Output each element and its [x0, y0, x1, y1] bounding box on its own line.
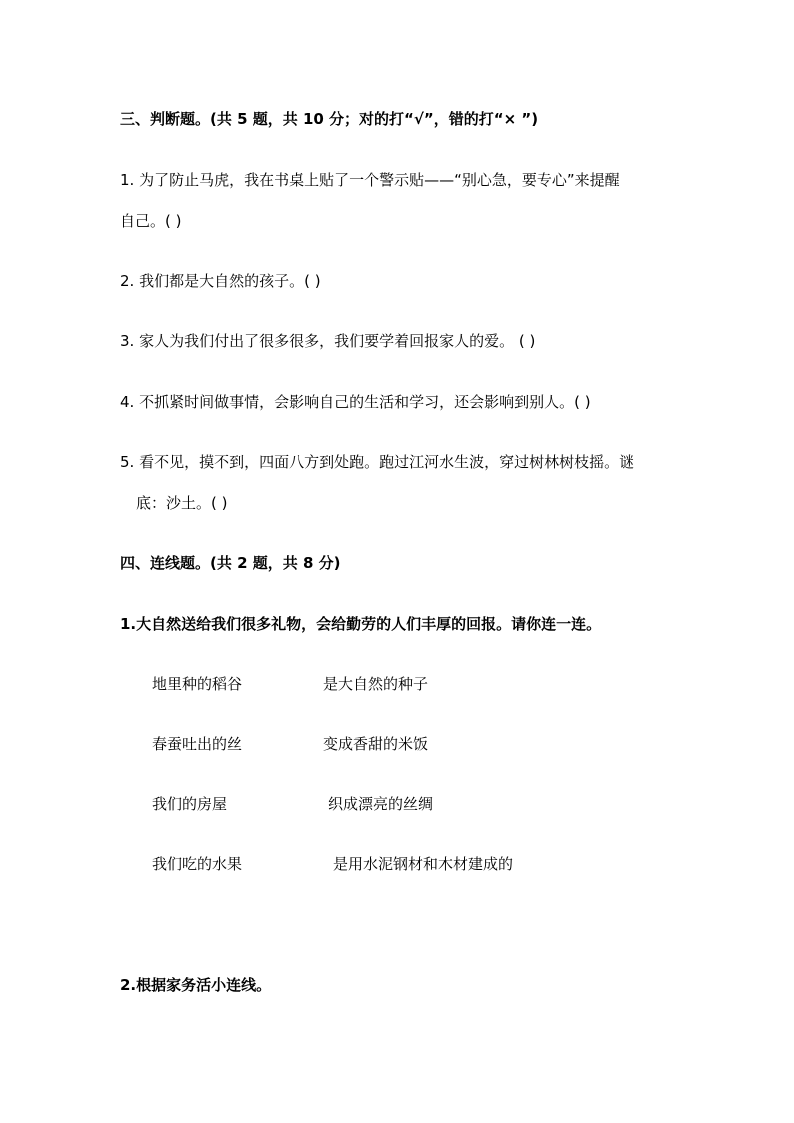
- question-1-line-2: 自己。( ): [120, 212, 182, 230]
- pair-1-left: 地里种的稻谷: [152, 675, 243, 693]
- pair-3-left: 我们的房屋: [152, 795, 228, 813]
- pair-2-left: 春蚕吐出的丝: [152, 735, 243, 753]
- question-3: 3. 家人为我们付出了很多很多，我们要学着回报家人的爱。 ( ): [120, 332, 536, 350]
- matching-question-1: 1.大自然送给我们很多礼物，会给勤劳的人们丰厚的回报。请你连一连。: [120, 615, 602, 633]
- pair-4-left: 我们吃的水果: [152, 855, 243, 873]
- pair-3-right: 织成漂亮的丝绸: [328, 795, 434, 813]
- question-2: 2. 我们都是大自然的孩子。( ): [120, 272, 321, 290]
- question-1-line-1: 1. 为了防止马虎，我在书桌上贴了一个警示贴——“别心急，要专心”来提醒: [120, 171, 620, 189]
- pair-1-right: 是大自然的种子: [323, 675, 429, 693]
- pair-4-right: 是用水泥钢材和木材建成的: [333, 855, 514, 873]
- question-4: 4. 不抓紧时间做事情，会影响自己的生活和学习，还会影响到别人。( ): [120, 393, 591, 411]
- question-5-line-2: 底：沙土。( ): [136, 494, 228, 512]
- matching-question-2: 2.根据家务活小连线。: [120, 976, 272, 994]
- pair-2-right: 变成香甜的米饭: [323, 735, 429, 753]
- section-4-heading: 四、连线题。(共 2 题，共 8 分): [120, 554, 341, 572]
- question-5-line-1: 5. 看不见，摸不到，四面八方到处跑。跑过江河水生波，穿过树林树枝摇。谜: [120, 453, 635, 471]
- section-3-heading: 三、判断题。(共 5 题，共 10 分；对的打“√”，错的打“× ”): [120, 110, 539, 128]
